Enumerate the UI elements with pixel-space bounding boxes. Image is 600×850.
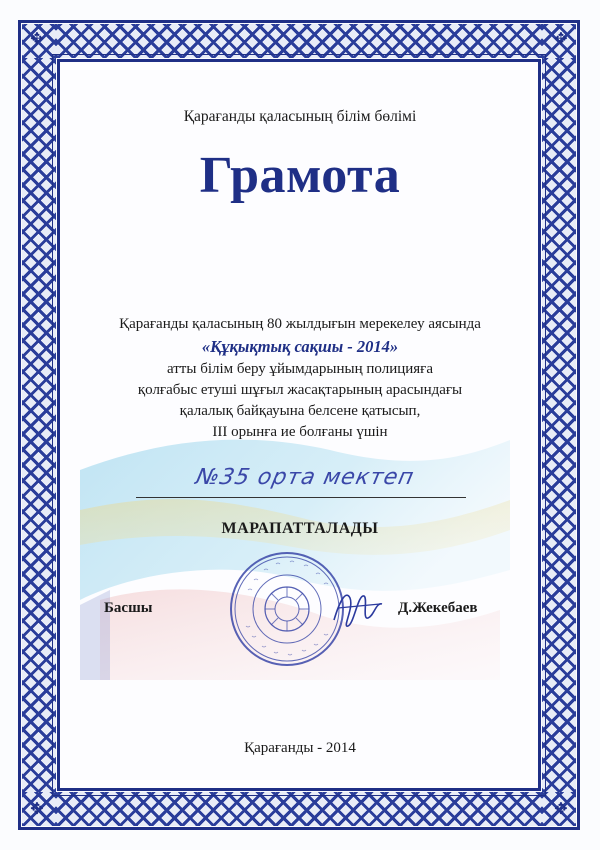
head-name: Д.Жекебаев: [398, 600, 478, 616]
body-line: қалалық байқауына белсене қатысып,: [179, 403, 421, 419]
corner-ornament-icon: ✥: [554, 799, 568, 818]
event-name: «Құқықтық сақшы - 2014»: [201, 337, 399, 356]
body-line: қолғабыс етуші шұғыл жасақтарының арасындағы: [137, 382, 463, 398]
recipient-underline: [136, 497, 466, 498]
certificate-body: [70, 314, 530, 443]
corner-ornament-icon: ✥: [30, 29, 44, 48]
corner-ornament-icon: ✥: [554, 29, 568, 48]
awarded-heading: МАРАПАТТАЛАДЫ: [221, 520, 379, 537]
corner-ornament-icon: ✥: [30, 799, 44, 818]
issuing-department: Қарағанды қаласының білім бөлімі: [183, 108, 417, 125]
body-line: ІІІ орынға ие болғаны үшін: [212, 424, 388, 440]
city-year: Қарағанды - 2014: [244, 740, 356, 756]
head-label: Басшы: [104, 600, 153, 616]
certificate-content: [60, 60, 540, 788]
certificate-title: Грамота: [199, 147, 401, 204]
signature-icon: [328, 580, 388, 640]
body-line: атты білім беру ұйымдарының полицияға: [166, 361, 433, 377]
recipient-handwritten: №35 орта мектеп: [193, 465, 417, 490]
body-line: Қарағанды қаласының 80 жылдығын мерекелеу аясында: [119, 316, 481, 332]
